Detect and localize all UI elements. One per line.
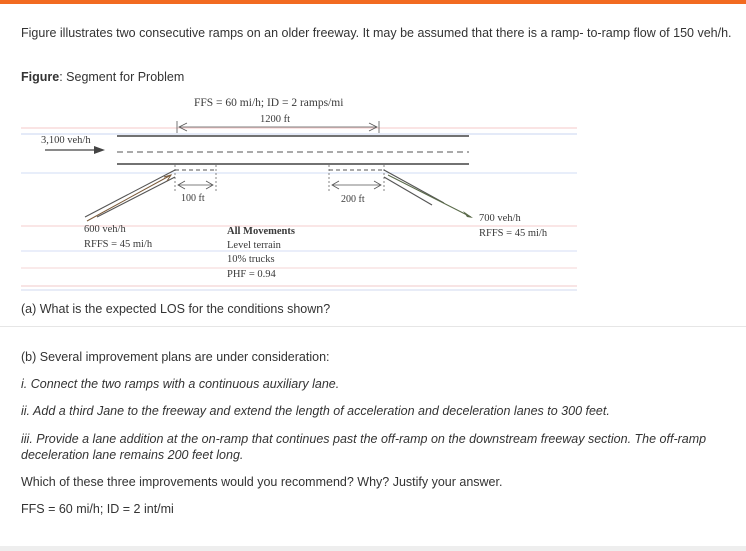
bottom-strip: [0, 546, 746, 551]
onramp-rffs-label: RFFS = 45 mi/h: [84, 239, 153, 250]
accel-length-label: 100 ft: [181, 193, 205, 204]
question-a: (a) What is the expected LOS for the conditions shown?: [21, 302, 331, 316]
closing-question: Which of these three improvements would you recommend? Why? Justify your answer.: [21, 475, 503, 489]
option-i: i. Connect the two ramps with a continuous auxiliary lane.: [21, 377, 340, 391]
length-total-label: 1200 ft: [260, 114, 291, 125]
onramp-flow-label: 600 veh/h: [84, 224, 126, 235]
question-b: (b) Several improvement plans are under consideration:: [21, 350, 330, 364]
condition-all-movements: All Movements: [227, 226, 295, 237]
offramp-rffs-label: RFFS = 45 mi/h: [479, 228, 548, 239]
option-iii: iii. Provide a lane addition at the on-ramp that continues past the off-ramp on the downstream freeway section. The off-ramp deceleration lane remains 200 feet long.: [21, 432, 707, 462]
condition-phf: PHF = 0.94: [227, 269, 276, 280]
option-ii: ii. Add a third Jane to the freeway and extend the length of acceleration and deceleration lanes to 300 feet.: [21, 404, 610, 418]
offramp-flow-label: 700 veh/h: [479, 213, 521, 224]
given-values: FFS = 60 mi/h; ID = 2 int/mi: [21, 502, 174, 516]
figure-caption-text: : Segment for Problem: [59, 70, 185, 84]
intro-text: Figure illustrates two consecutive ramps on an older freeway. It may be assumed that there is a ramp- to-ramp flow of 150 veh/h.: [21, 26, 732, 40]
top-accent-bar: [0, 0, 746, 4]
figure-caption: [21, 69, 733, 85]
condition-trucks: 10% trucks: [227, 254, 275, 265]
condition-terrain: Level terrain: [227, 240, 281, 251]
figure-header: FFS = 60 mi/h; ID = 2 ramps/mi: [194, 97, 344, 109]
ramp-segment-figure: [21, 93, 577, 293]
ramp-diagram-graphic: [21, 93, 577, 293]
freeway-flow-label: 3,100 veh/h: [41, 135, 91, 146]
figure-caption-label: Figure: [21, 70, 60, 84]
section-divider: [0, 326, 746, 327]
decel-length-label: 200 ft: [341, 194, 365, 205]
